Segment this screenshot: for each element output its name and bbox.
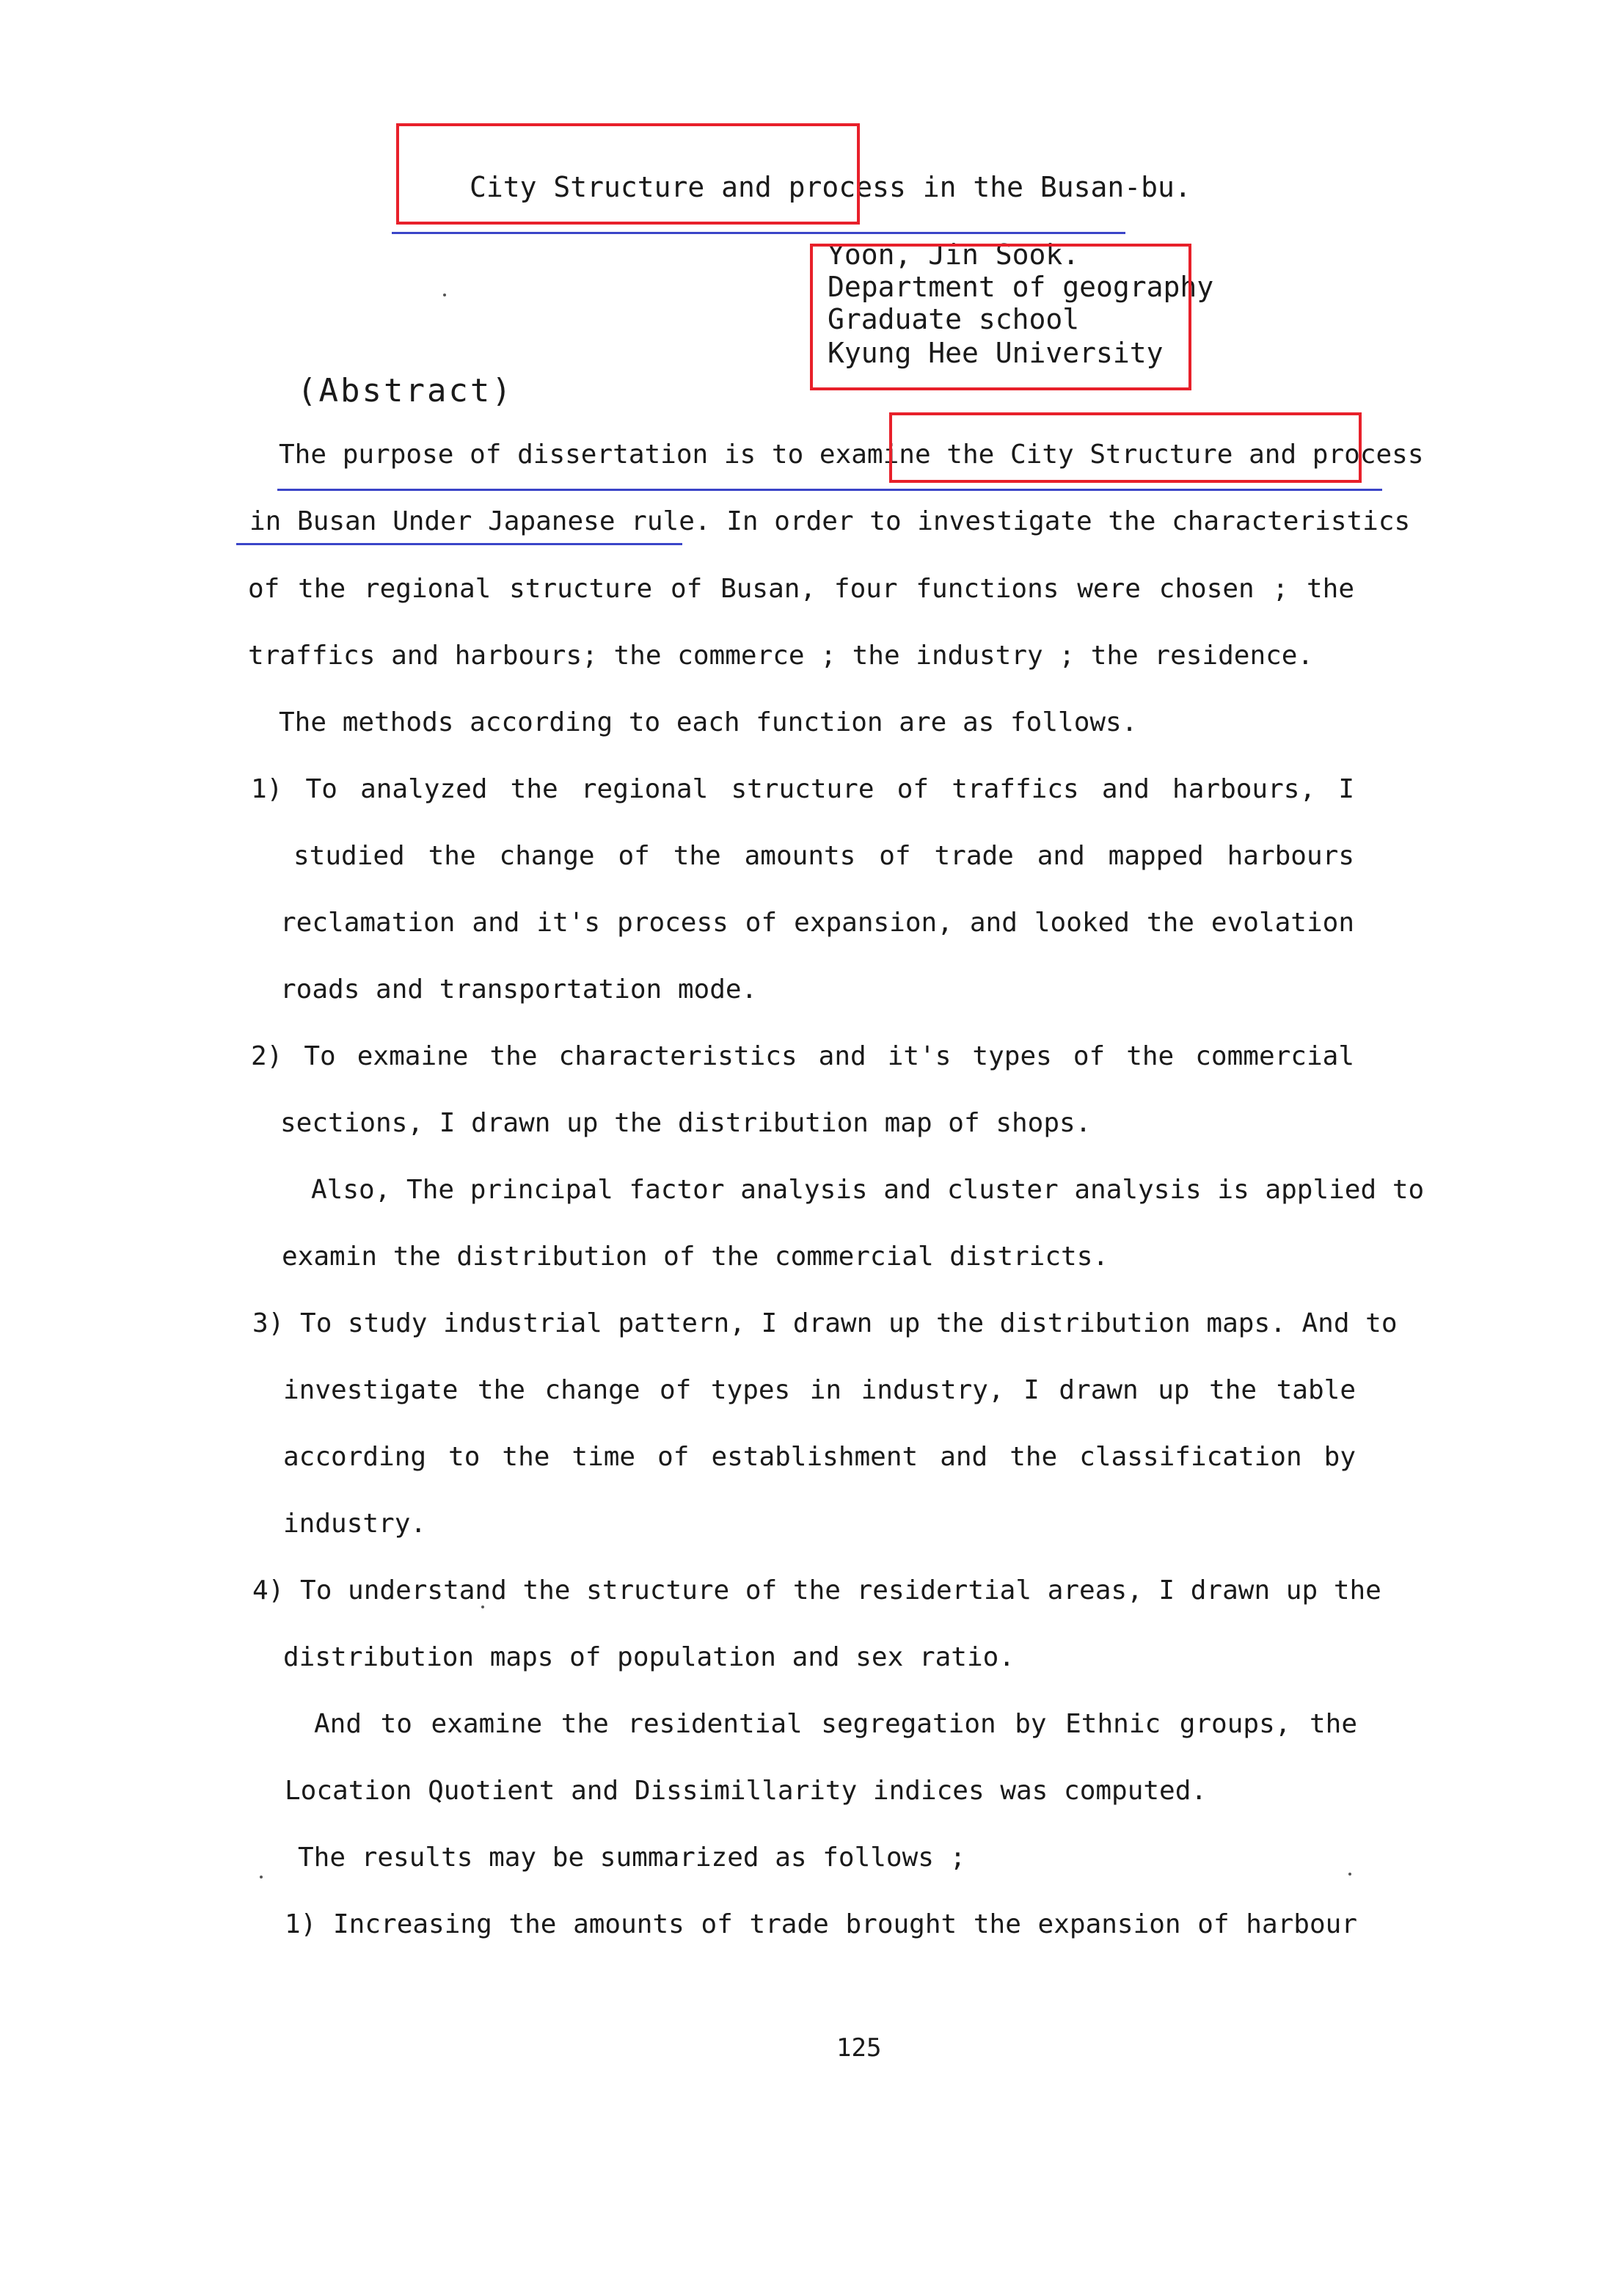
author-department: Department of geography — [828, 271, 1214, 303]
body-line: studied the change of the amounts of trade and mapped harbours — [293, 841, 1354, 871]
scan-speck — [1348, 1873, 1351, 1876]
body-line: The methods according to each function are as follows. — [279, 707, 1138, 737]
body-line: Also, The principal factor analysis and cluster analysis is applied to — [311, 1175, 1425, 1205]
author-university: Kyung Hee University — [828, 337, 1164, 369]
document-title: City Structure and process in the Busan-bu. — [470, 171, 1191, 203]
body-line: Location Quotient and Dissimillarity indices was computed. — [285, 1776, 1208, 1806]
page-number: 125 — [836, 2033, 882, 2063]
body-line: distribution maps of population and sex ratio. — [283, 1642, 1015, 1672]
author-name: Yoon, Jin Sook. — [828, 238, 1080, 271]
body-line: And to examine the residential segregation by Ethnic groups, the — [314, 1709, 1357, 1739]
body-line: in Busan Under Japanese rule. In order to investigate the characteristics — [249, 506, 1411, 536]
body-line: 1) To analyzed the regional structure of traffics and harbours, I — [251, 774, 1354, 804]
body-line: investigate the change of types in industry, I drawn up the table — [283, 1375, 1356, 1405]
underline-title — [392, 232, 1125, 234]
body-line: reclamation and it's process of expansion, and looked the evolation — [280, 908, 1354, 938]
scan-speck — [260, 1876, 263, 1878]
body-line: of the regional structure of Busan, four functions were chosen ; the — [248, 574, 1354, 604]
underline-purpose-line — [277, 489, 1382, 491]
abstract-heading: (Abstract) — [297, 372, 514, 409]
scan-speck — [443, 294, 446, 296]
body-line: 4) To understand the structure of the residertial areas, I drawn up the — [252, 1575, 1381, 1606]
body-line: 1) Increasing the amounts of trade brought the expansion of harbour — [285, 1909, 1357, 1939]
highlight-box-author — [810, 244, 1191, 390]
author-school: Graduate school — [828, 303, 1080, 335]
body-line: 2) To exmaine the characteristics and it's types of the commercial — [251, 1041, 1354, 1071]
scan-speck — [481, 1606, 484, 1608]
body-line: according to the time of establishment and the classification by — [283, 1442, 1356, 1472]
body-line: The results may be summarized as follows ; — [298, 1843, 966, 1873]
body-line: roads and transportation mode. — [280, 974, 758, 1005]
highlight-box-title — [396, 123, 860, 225]
body-line: sections, I drawn up the distribution map of shops. — [280, 1108, 1092, 1138]
highlight-box-topic — [889, 412, 1362, 483]
body-line: traffics and harbours; the commerce ; the industry ; the residence. — [248, 641, 1314, 671]
body-line: 3) To study industrial pattern, I drawn up the distribution maps. And to — [252, 1308, 1398, 1338]
body-line: industry. — [283, 1509, 427, 1539]
body-line: The purpose of dissertation is to examine the City Structure and process — [279, 440, 1424, 470]
body-line: examin the distribution of the commercial districts. — [282, 1242, 1109, 1272]
underline-busan-rule — [236, 543, 682, 545]
